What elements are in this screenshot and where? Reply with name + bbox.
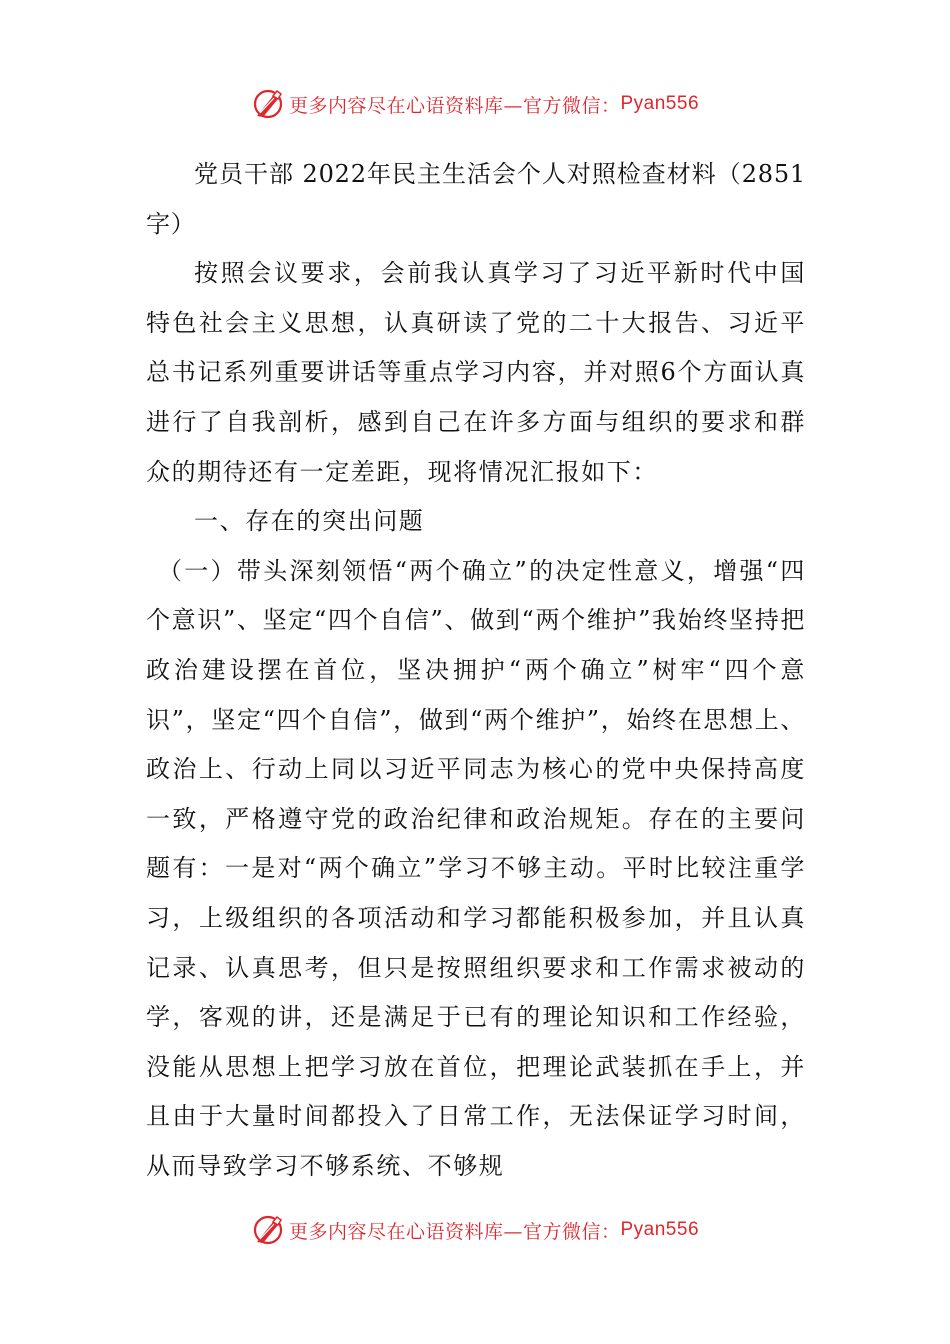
pen-nib-logo-icon [251, 1213, 285, 1247]
section-heading: 一、存在的突出问题 [194, 507, 425, 536]
document-body [146, 150, 806, 1191]
watermark-banner-top [0, 84, 950, 124]
watermark-text: 更多内容尽在心语资料库—官方微信： [288, 1220, 621, 1243]
watermark-handle: Pyan556 [620, 1219, 700, 1240]
pen-nib-logo-icon [251, 87, 285, 121]
watermark-handle: Pyan556 [620, 93, 700, 114]
document-title: 党员干部 2022年民主生活会个人对照检查材料（2851字） [146, 160, 806, 238]
subsection-paragraph: （一）带头深刻领悟“两个确立”的决定性意义，增强“四个意识”、坚定“四个自信”、做到“两个维护”我始终坚持把政治建设摆在首位，坚决拥护“两个确立”树牢“四个意识”，坚定“四个自信”，做到“两个维护”，始终在思想上、政治上、行动上同以习近平同志为核心的党中央保持高度一致，严格遵守党的政治纪律和政治规矩。存在的主要问题有：一是对“两个确立”学习不够主动。平时比较注重学习，上级组织的各项活动和学习都能积极参加，并且认真记录、认真思考，但只是按照组织要求和工作需求被动的学，客观的讲，还是满足于已有的理论知识和工作经验，没能从思想上把学习放在首位，把理论武装抓在手上，并且由于大量时间都投入了日常工作，无法保证学习时间，从而导致学习不够系统、不够规 [146, 556, 806, 1180]
watermark-banner-bottom [0, 1210, 950, 1250]
watermark-text: 更多内容尽在心语资料库—官方微信： [288, 94, 621, 117]
intro-paragraph: 按照会议要求，会前我认真学习了习近平新时代中国特色社会主义思想，认真研读了党的二十大报告、习近平总书记系列重要讲话等重点学习内容，并对照6个方面认真进行了自我剖析，感到自己在许多方面与组织的要求和群众的期待还有一定差距，现将情况汇报如下： [146, 259, 806, 486]
